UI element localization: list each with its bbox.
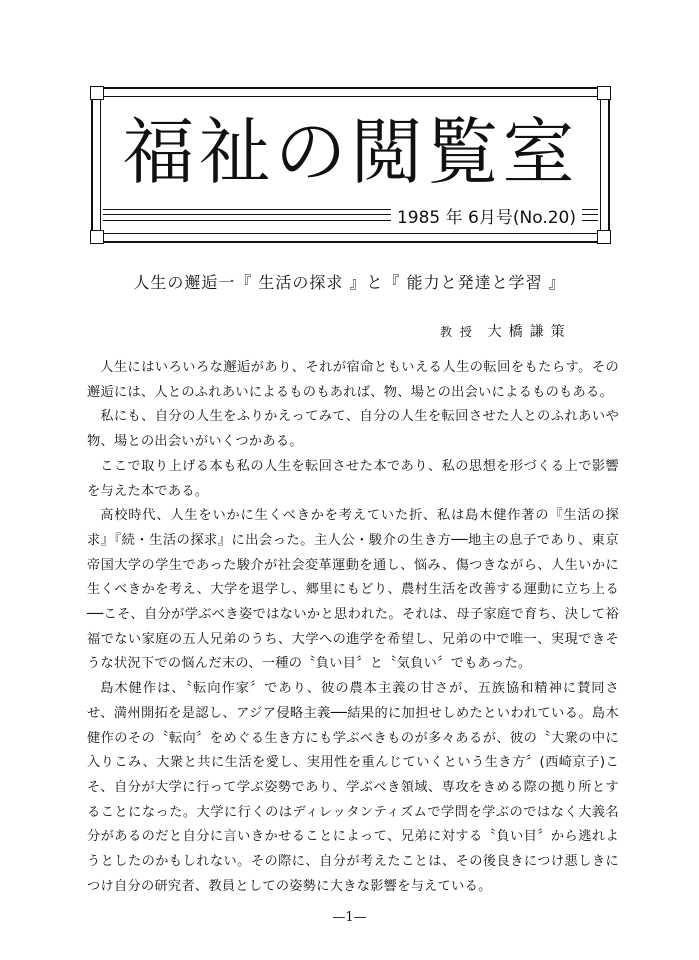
masthead-frame [91, 87, 610, 243]
frame-corner-ornament [90, 230, 104, 244]
frame-corner-ornament [597, 230, 611, 244]
paragraph: 人生にはいろいろな邂逅があり、それが宿命ともいえる人生の転回をもたらす。その邂逅には、人とのふれあいによるものもあれば、物、場との出会いによるものもある。 [87, 360, 619, 400]
article-title: 人生の邂逅一『 生活の探求 』と『 能力と発達と学習 』 [133, 273, 566, 292]
issue-line [103, 204, 598, 226]
issue-number: 1985 年 6月号(No.20) [396, 207, 576, 228]
decorative-rule [103, 209, 391, 221]
paragraph: 私にも、自分の人生をふりかえってみて、自分の人生を転回させた人とのふれあいや物、場との出会いがいくつかある。 [87, 409, 619, 450]
decorative-rule [582, 209, 598, 221]
author-name: 大橋謙策 [487, 324, 572, 340]
article-body [87, 356, 619, 899]
paragraph: ここで取り上げる本も私の人生を転回させた本であり、私の思想を形づくる上で影響を与えた本である。 [87, 458, 619, 499]
author-line [440, 321, 572, 341]
paragraph: 島木健作は、〝転向作家〞であり、彼の農本主義の甘さが、五族協和精神に賛同させ、満州開拓を是認し、アジア侵略主義──結果的に加担せしめたといわれている。島木健作のその〝転向〞をめぐる生き方にも学ぶべきものが多々あるが、彼の〝大衆の中に入りこみ、大衆と共に生活を愛し、実用性を重んじていくという生き方〞(西崎京子)こそ、自分が大学に行って学ぶ姿勢であり、学ぶべき領域、専攻をきめる際の拠り所とすることになった。大学に行くのはディレッタンティズムで学問を学ぶのではなく大義名分があるのだと自分に言いきかせることによって、兄弟に対する〝負い目〞から逃れようとしたのかもしれない。その際に、自分が考えたことは、その後良きにつけ悪しきにつけ自分の研究者、教員としての姿勢に大きな影響を与えている。 [87, 681, 619, 894]
page-number: —1— [332, 910, 367, 925]
frame-corner-ornament [90, 86, 104, 100]
paragraph: 高校時代、人生をいかに生くべきかを考えていた折、私は島木健作著の『生活の探求』『続・生活の探求』に出会った。主人公・駿介の生き方──地主の息子であり、東京帝国大学の学生であった駿介が社会変革運動を通し、悩み、傷つきながら、人生いかに生くべきかを考え、大学を退学し、郷里にもどり、農村生活を改善する運動に立ち上る──こそ、自分が学ぶべき姿ではないかと思われた。それは、母子家庭で育ち、決して裕福でない家庭の五人兄弟のうち、大学への進学を希望し、兄弟の中で唯一、実現できそうな状況下での悩んだ末の、一種の〝負い目〞と〝気負い〞でもあった。 [87, 508, 619, 672]
frame-corner-ornament [597, 86, 611, 100]
author-role: 教 授 [440, 325, 474, 339]
newsletter-title: 福祉の閲覧室 [122, 110, 579, 194]
